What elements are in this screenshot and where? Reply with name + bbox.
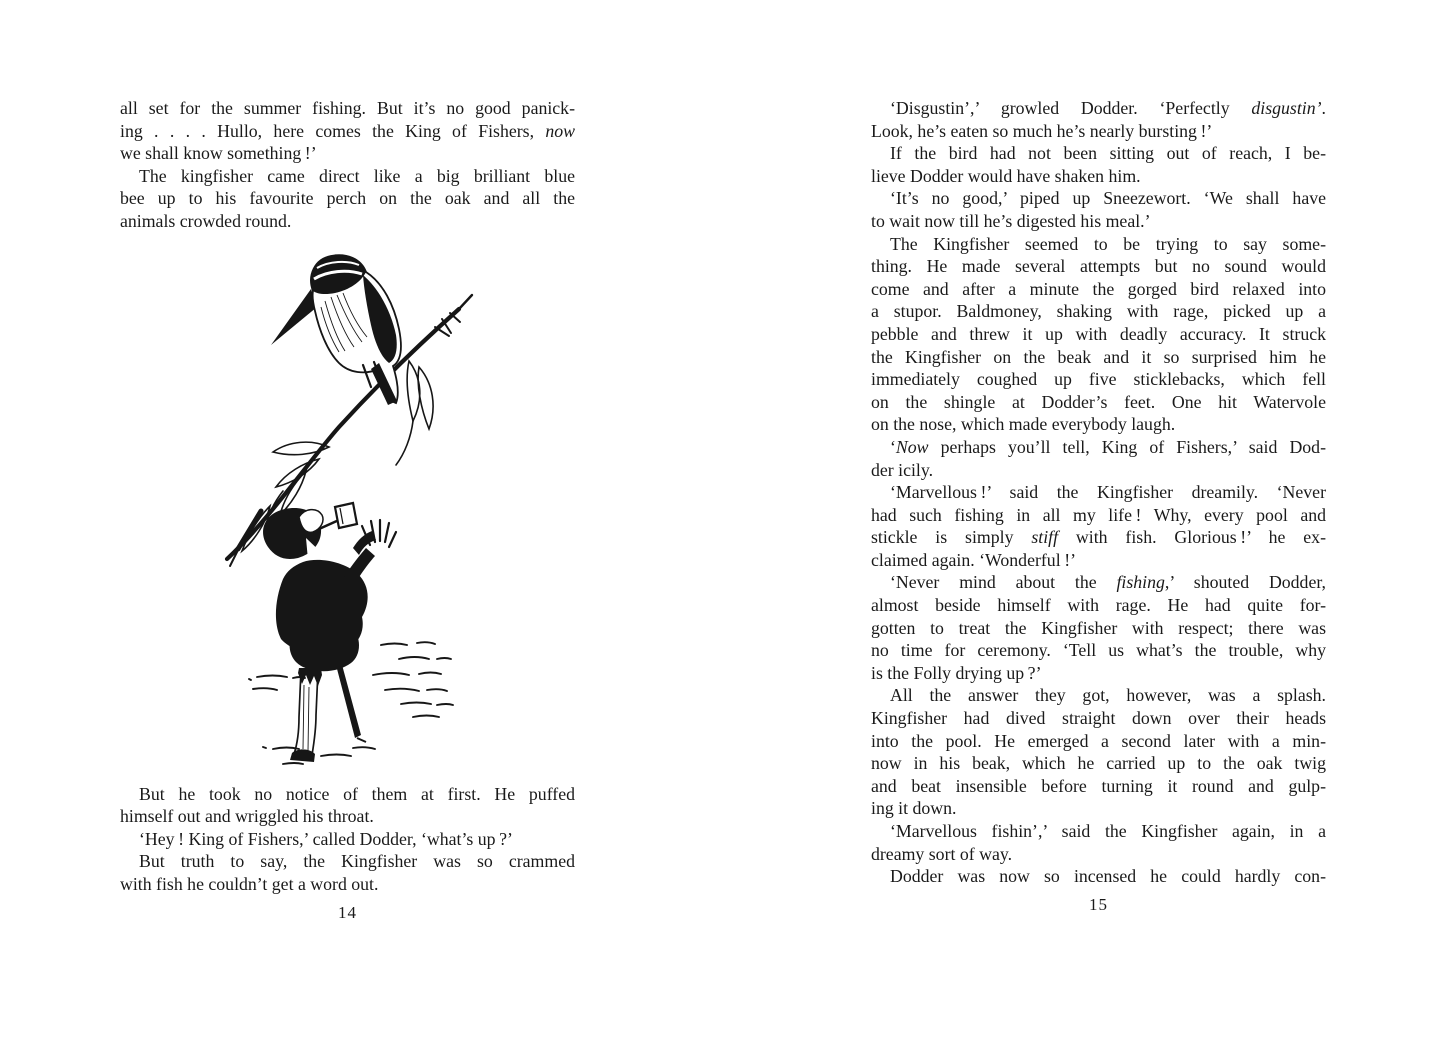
text-segment: ‘Marvellous !’ said the Kingfisher dreamily. ‘Never (890, 482, 1326, 503)
text-segment: to wait now till he’s digested his meal.’ (871, 210, 1151, 231)
text-segment: ‘Marvellous fishin’,’ said the Kingfisher again, in a (890, 821, 1326, 841)
text-line (871, 571, 1326, 594)
text-segment: dreamy sort of way. (871, 843, 1013, 864)
text-segment: gotten to treat the Kingfisher with respect; there was (871, 617, 1326, 638)
text-line (120, 783, 575, 806)
text-segment: a stupor. Baldmoney, shaking with rage, picked up a (871, 301, 1326, 322)
text-line (871, 436, 1326, 459)
paragraph (871, 571, 1326, 684)
text-line (871, 797, 1326, 820)
text-segment: ‘It’s no good,’ piped up Sneezewort. ‘We shall have (890, 188, 1326, 209)
text-segment: If the bird had not been sitting out of reach, I be- (890, 143, 1326, 164)
text-line (871, 120, 1326, 143)
text-line (871, 775, 1326, 798)
text-segment: on the shingle at Dodder’s feet. One hit Watervole (871, 391, 1326, 412)
text-line (871, 142, 1326, 165)
text-line (871, 662, 1326, 685)
text-line (871, 278, 1326, 301)
text-line (871, 413, 1326, 436)
text-segment: But truth to say, the Kingfisher was so crammed (139, 851, 575, 872)
text-segment: ing . . . . Hullo, here comes the King of Fishers, (120, 120, 546, 141)
page-number-right: 15 (1089, 894, 1108, 914)
paragraph (871, 481, 1326, 571)
text-segment: the Kingfisher on the beak and it so surprised him he (871, 346, 1326, 367)
text-line (871, 255, 1326, 278)
text-line (871, 233, 1326, 256)
italic-text: now (545, 120, 575, 141)
text-line (120, 873, 575, 896)
text-segment: pebble and threw it up with deadly accuracy. It struck (871, 323, 1326, 344)
kingfisher-illustration (120, 249, 575, 783)
text-segment: no time for ceremony. ‘Tell us what’s the trouble, why (871, 640, 1326, 661)
text-line (871, 210, 1326, 233)
text-line (871, 481, 1326, 504)
text-segment: and beat insensible before turning it round and gulp- (871, 775, 1326, 796)
text-line (120, 210, 575, 233)
page-right (871, 97, 1326, 915)
pipe-bowl (335, 503, 357, 528)
paragraph (120, 165, 575, 233)
text-segment: ‘Never mind about the (890, 572, 1117, 593)
text-line (120, 828, 575, 851)
text-segment: thing. He made several attempts but no sound would (871, 256, 1326, 277)
text-segment: der icily. (871, 459, 934, 480)
page-left (120, 97, 575, 923)
paragraph (871, 142, 1326, 187)
text-line (871, 639, 1326, 662)
text-segment: Dodder was now so incensed he could hardly con- (890, 866, 1326, 887)
text-segment: ‘Hey ! King of Fishers,’ called Dodder, ‘what’s up ?’ (139, 828, 513, 849)
italic-text: disgustin’ (1251, 98, 1322, 118)
italic-text: Now (895, 436, 929, 457)
right-page-text (871, 97, 1326, 888)
text-segment: . (1321, 98, 1326, 118)
text-segment: lieve Dodder would have shaken him. (871, 165, 1141, 186)
text-segment: All the answer they got, however, was a splash. (890, 685, 1326, 706)
text-line (871, 707, 1326, 730)
text-line (871, 459, 1326, 482)
text-line (871, 323, 1326, 346)
gnome-figure (263, 503, 396, 762)
text-segment: animals crowded round. (120, 210, 292, 231)
text-segment: himself out and wriggled his throat. (120, 806, 374, 827)
paragraph (120, 850, 575, 895)
text-line (871, 187, 1326, 210)
text-line (871, 843, 1326, 866)
text-segment: had such fishing in all my life ! Why, every pool and (871, 504, 1326, 525)
page-number-left: 14 (338, 902, 357, 922)
text-line (871, 526, 1326, 549)
text-line (871, 820, 1326, 843)
text-segment: But he took no notice of them at first. He puffed (139, 783, 575, 804)
text-line (871, 165, 1326, 188)
text-line (871, 617, 1326, 640)
boot-leg (294, 669, 318, 755)
paragraph (120, 828, 575, 851)
text-segment: Look, he’s eaten so much he’s nearly bursting !’ (871, 120, 1213, 141)
italic-text: stiff (1031, 527, 1059, 548)
text-segment: immediately coughed up five sticklebacks, which fell (871, 369, 1326, 390)
text-line (120, 142, 575, 165)
italic-text: fishing (1116, 572, 1165, 593)
text-segment: into the pool. He emerged a second later with a min- (871, 730, 1326, 751)
text-segment: The Kingfisher seemed to be trying to say some- (890, 233, 1326, 254)
text-line (871, 504, 1326, 527)
text-segment: The kingfisher came direct like a big brilliant blue (139, 165, 575, 186)
text-segment: claimed again. ‘Wonderful !’ (871, 549, 1077, 570)
left-page-bottom-text (120, 783, 575, 896)
text-segment: stickle is simply (871, 527, 1032, 548)
text-line (871, 368, 1326, 391)
text-segment: is the Folly drying up ?’ (871, 662, 1042, 683)
text-line (871, 549, 1326, 572)
kingfisher-bird (271, 255, 401, 405)
text-line (120, 805, 575, 828)
text-line (871, 752, 1326, 775)
paragraph (120, 97, 575, 165)
kingfisher-drawing (213, 249, 543, 769)
text-segment: ,’ shouted Dodder, (1164, 572, 1326, 593)
text-segment: with fish. Glorious !’ he ex- (1058, 527, 1326, 548)
text-segment: perhaps you’ll tell, King of Fishers,’ said Dod- (928, 436, 1326, 457)
shingle-ground (263, 747, 375, 764)
paragraph (871, 187, 1326, 232)
text-line (120, 850, 575, 873)
peg-leg (336, 661, 361, 738)
text-segment: on the nose, which made everybody laugh. (871, 414, 1176, 435)
text-line (871, 684, 1326, 707)
text-line (120, 97, 575, 120)
text-line (120, 165, 575, 188)
text-segment: with fish he couldn’t get a word out. (120, 873, 379, 894)
paragraph (871, 684, 1326, 820)
text-line (871, 594, 1326, 617)
paragraph (871, 436, 1326, 481)
paragraph (120, 783, 575, 828)
text-segment: all set for the summer fishing. But it’s no good panick- (120, 98, 575, 118)
text-segment: ‘ (890, 436, 896, 457)
text-segment: ing it down. (871, 798, 957, 819)
breeches (290, 633, 360, 671)
text-segment: almost beside himself with rage. He had quite for- (871, 595, 1326, 616)
text-line (871, 730, 1326, 753)
text-line (120, 120, 575, 143)
text-segment: now in his beak, which he carried up to the oak twig (871, 753, 1326, 774)
beak (271, 289, 317, 345)
text-segment: ‘Disgustin’,’ growled Dodder. ‘Perfectly (890, 98, 1252, 118)
paragraph (871, 820, 1326, 865)
text-line (871, 97, 1326, 120)
text-segment: we shall know something !’ (120, 143, 317, 164)
text-segment: come and after a minute the gorged bird relaxed into (871, 278, 1326, 299)
text-line (871, 300, 1326, 323)
left-page-top-text (120, 97, 575, 233)
text-line (871, 346, 1326, 369)
paragraph (871, 233, 1326, 436)
text-segment: bee up to his favourite perch on the oak and all the (120, 188, 575, 209)
paragraph (871, 865, 1326, 888)
text-line (871, 391, 1326, 414)
text-segment: Kingfisher had dived straight down over their heads (871, 708, 1326, 729)
text-line (871, 865, 1326, 888)
paragraph (871, 97, 1326, 142)
text-line (120, 187, 575, 210)
